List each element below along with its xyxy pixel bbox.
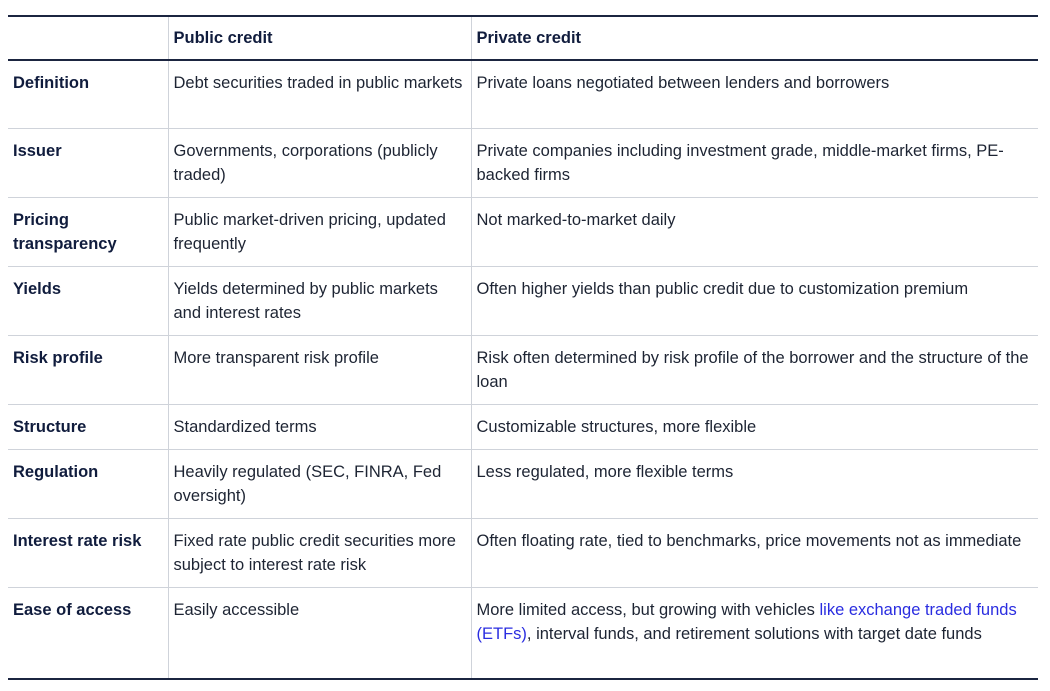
cell-private: Often floating rate, tied to benchmarks, price movements not as immediate xyxy=(471,518,1038,587)
table-row xyxy=(8,128,1038,197)
cell-private-text-before: More limited access, but growing with vehicles xyxy=(476,600,820,619)
cell-private: Private companies including investment grade, middle-market firms, PE-backed firms xyxy=(471,128,1038,197)
row-label-risk-profile: Risk profile xyxy=(13,348,103,367)
cell-public: Debt securities traded in public markets xyxy=(168,60,471,128)
row-label-definition: Definition xyxy=(13,74,90,92)
table-row xyxy=(8,60,1038,128)
cell-private xyxy=(471,587,1038,679)
row-label-regulation: Regulation xyxy=(13,462,99,481)
table-row xyxy=(8,449,1038,518)
comparison-table-container xyxy=(8,15,1038,680)
table-row xyxy=(8,518,1038,587)
row-label-pricing-transparency: Pricing transparency xyxy=(13,210,117,253)
row-label-interest-rate-risk: Interest rate risk xyxy=(13,531,142,550)
header-empty-cell xyxy=(8,16,168,60)
etf-link[interactable]: like exchange traded funds (ETFs) xyxy=(476,600,1017,643)
cell-public: Heavily regulated (SEC, FINRA, Fed oversight) xyxy=(168,449,471,518)
cell-public: Public market-driven pricing, updated frequently xyxy=(168,197,471,266)
cell-public: Fixed rate public credit securities more subject to interest rate risk xyxy=(168,518,471,587)
table-row xyxy=(8,335,1038,404)
header-public-credit: Public credit xyxy=(168,16,471,60)
row-label-yields: Yields xyxy=(13,279,61,298)
cell-public: Yields determined by public markets and interest rates xyxy=(168,266,471,335)
cell-private: Private loans negotiated between lenders and borrowers xyxy=(471,60,1038,128)
cell-private-text-after: , interval funds, and retirement solutions with target date funds xyxy=(526,624,982,643)
cell-public: Easily accessible xyxy=(168,587,471,679)
header-private-credit: Private credit xyxy=(471,16,1038,60)
table-header-row xyxy=(8,16,1038,60)
row-label-structure: Structure xyxy=(13,417,87,436)
cell-private: Customizable structures, more flexible xyxy=(471,404,1038,449)
cell-private: Less regulated, more flexible terms xyxy=(471,449,1038,518)
cell-public: Governments, corporations (publicly traded) xyxy=(168,128,471,197)
row-label-ease-of-access: Ease of access xyxy=(13,600,132,619)
cell-private: Not marked-to-market daily xyxy=(471,197,1038,266)
public-vs-private-credit-table xyxy=(8,15,1038,680)
cell-private: Risk often determined by risk profile of the borrower and the structure of the loan xyxy=(471,335,1038,404)
table-row xyxy=(8,404,1038,449)
cell-private: Often higher yields than public credit due to customization premium xyxy=(471,266,1038,335)
table-row xyxy=(8,197,1038,266)
row-label-issuer: Issuer xyxy=(13,141,62,160)
cell-public: Standardized terms xyxy=(168,404,471,449)
table-row xyxy=(8,587,1038,679)
table-row xyxy=(8,266,1038,335)
cell-public: More transparent risk profile xyxy=(168,335,471,404)
